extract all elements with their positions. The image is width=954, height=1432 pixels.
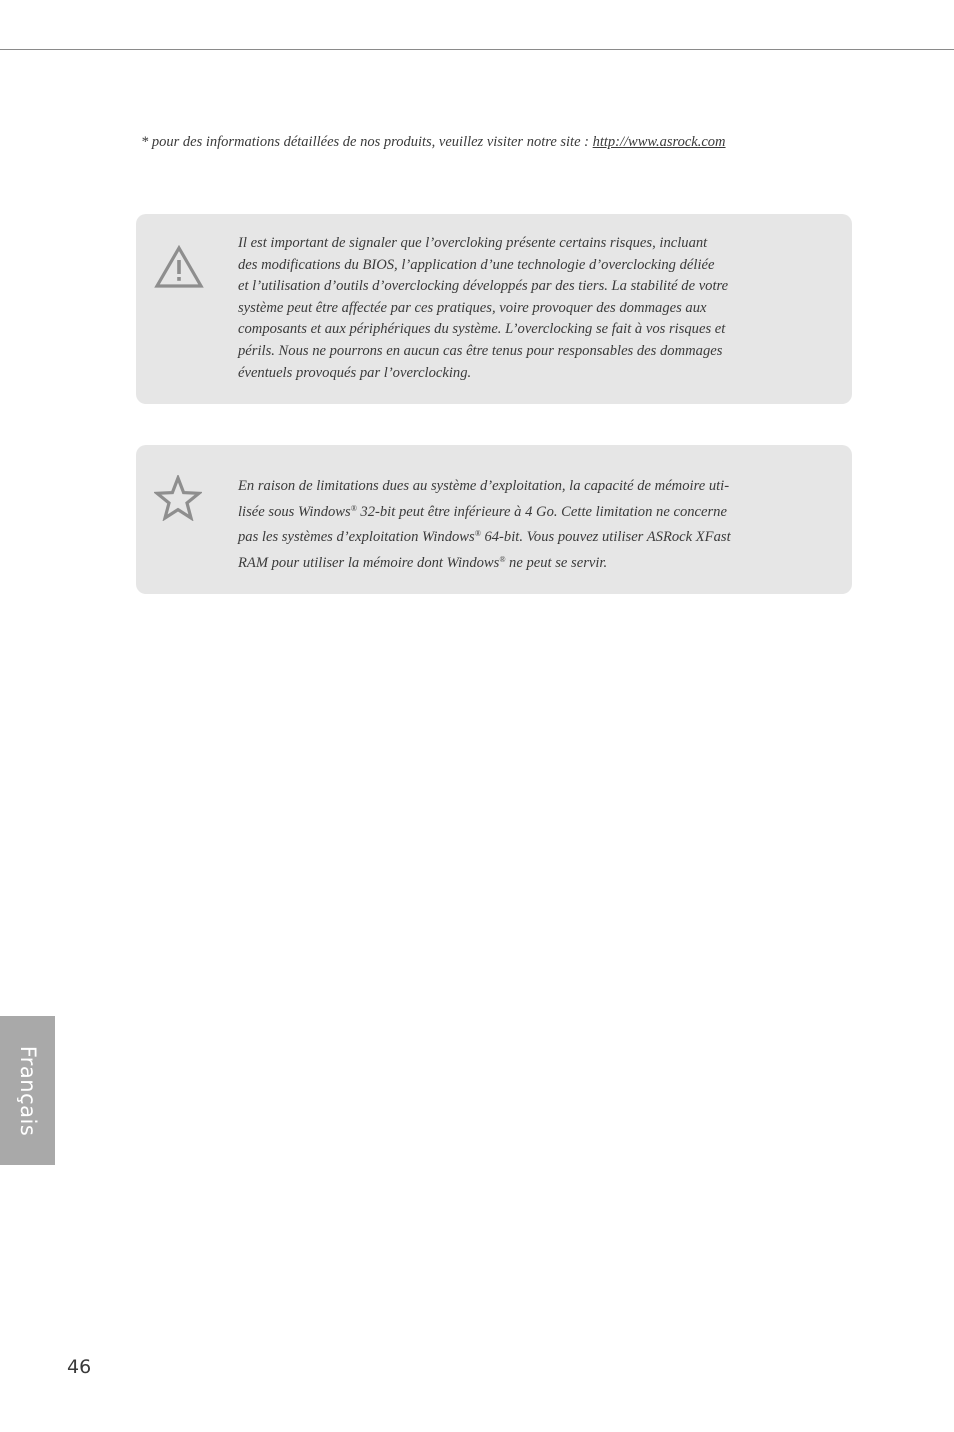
footnote-text: * pour des informations détaillées de nos produits, veuillez visiter notre site : <box>141 134 593 150</box>
warning-text <box>238 233 783 384</box>
warning-line: des modifications du BIOS, l’application d’une technologie d’overclocking déliée <box>238 256 715 273</box>
warning-line: périls. Nous ne pourrons en aucun cas être tenus pour responsables des dommages <box>238 342 723 359</box>
warning-line: éventuels provoqués par l’overclocking. <box>238 364 472 381</box>
language-side-tab <box>0 1016 55 1165</box>
warning-line: système peut être affectée par ces pratiques, voire provoquer des dommages aux <box>238 299 707 316</box>
warning-line: composants et aux périphériques du système. L’overclocking se fait à vos risques et <box>238 321 726 338</box>
star-icon <box>154 475 202 521</box>
language-label: Français <box>15 1045 40 1136</box>
warning-line: et l’utilisation d’outils d’overclocking développés par des tiers. La stabilité de votre <box>238 278 729 295</box>
top-rule <box>0 49 954 50</box>
note-line: lisée sous Windows® 32-bit peut être inférieure à 4 Go. Cette limitation ne concerne <box>238 503 727 520</box>
asrock-website-link[interactable]: http://www.asrock.com <box>592 134 726 150</box>
memory-note-box <box>136 445 852 594</box>
footnote <box>141 134 921 151</box>
note-line: En raison de limitations dues au système d’exploitation, la capacité de mémoire uti- <box>238 478 730 494</box>
note-line: pas les systèmes d’exploitation Windows® 64-bit. Vous pouvez utiliser ASRock XFast <box>238 529 731 546</box>
page-number: 46 <box>67 1356 92 1378</box>
warning-line: Il est important de signaler que l’overcloking présente certains risques, incluant <box>238 235 708 251</box>
overclocking-warning-box <box>136 214 852 404</box>
note-text <box>238 476 783 574</box>
note-line: RAM pour utiliser la mémoire dont Windows® ne peut se servir. <box>238 554 608 571</box>
warning-triangle-icon <box>154 245 204 289</box>
